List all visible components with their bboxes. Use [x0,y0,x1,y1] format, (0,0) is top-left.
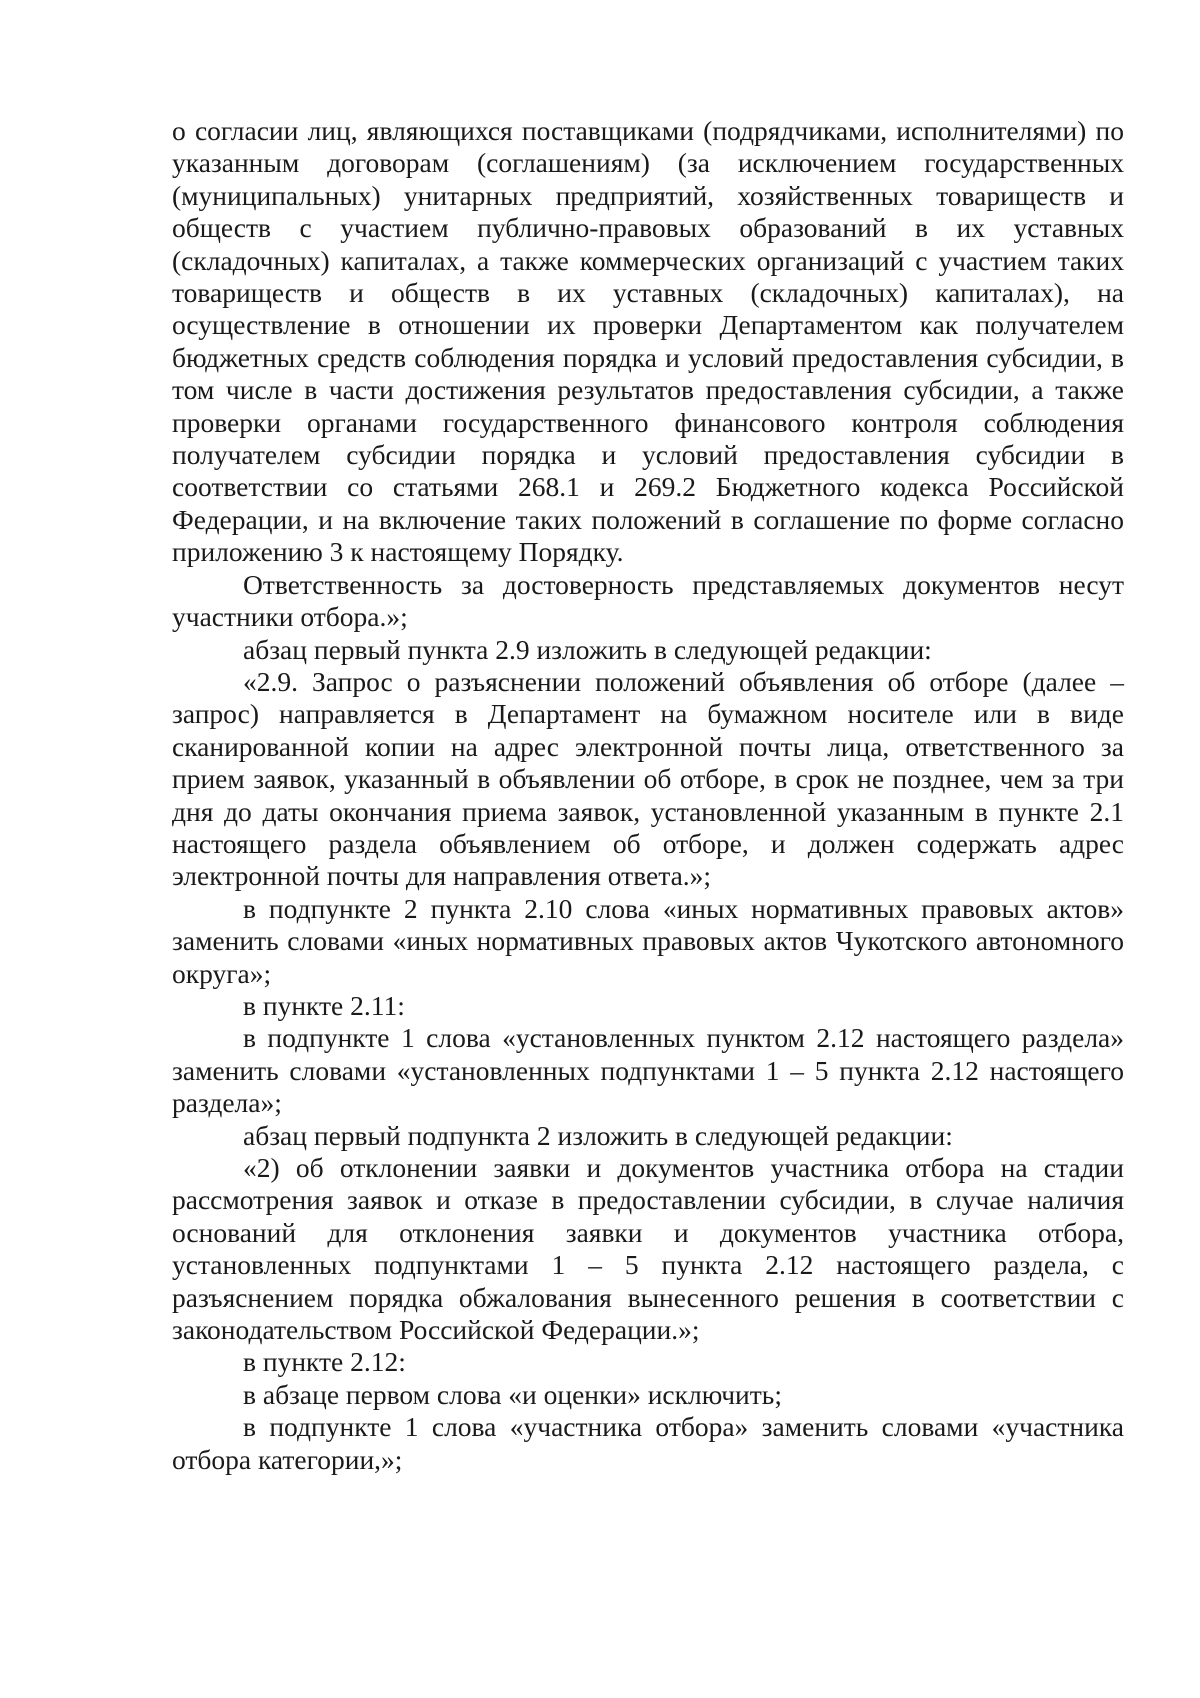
paragraph-amend-2-10: в подпункте 2 пункта 2.10 слова «иных нормативных правовых актов» заменить словами «иных нормативных правовых актов Чукотского автономного округа»; [172,892,1124,989]
paragraph-clause-2-12-heading: в пункте 2.12: [243,1346,406,1378]
paragraph-amend-2-11-sub2: абзац первый подпункта 2 изложить в следующей редакции: [243,1119,953,1151]
paragraph-continuation: о согласии лиц, являющихся поставщиками (подрядчиками, исполнителями) по указанным договорам (соглашениям) (за исключением государственных (муниципальных) унитарных предприятий, хозяйственных товариществ и обществ с участием публично-правовых образований в их уставных (складочных) капиталах, а также коммерческих организаций с участием таких товариществ и обществ в их уставных (складочных) капиталах), на осуществление в отношении их проверки Департаментом как получателем бюджетных средств соблюдения порядка и условий предоставления субсидии, в том числе в части достижения результатов предоставления субсидии, а также проверки органами государственного финансового контроля соблюдения получателем субсидии порядка и условий предоставления субсидии в соответствии со статьями 268.1 и 269.2 Бюджетного кодекса Российской Федерации, и на включение таких положений в соглашение по форме согласно приложению 3 к настоящему Порядку. [172,115,1124,568]
paragraph-clause-2-11-sub2: «2) об отклонении заявки и документов участника отбора на стадии рассмотрения заявок и отказе в предоставлении субсидии, в случае наличия оснований для отклонения заявки и документов участника отбора, установленных подпунктами 1 – 5 пункта 2.12 настоящего раздела, с разъяснением порядка обжалования вынесенного решения в соответствии с законодательством Российской Федерации.»; [172,1152,1124,1346]
paragraph-amend-2-12-sub1: в подпункте 1 слова «участника отбора» заменить словами «участника отбора категории,»; [172,1411,1124,1475]
paragraph-clause-2-9: «2.9. Запрос о разъяснении положений объявления об отборе (далее – запрос) направляется в Департамент на бумажном носителе или в виде сканированной копии на адрес электронной почты лица, ответственного за прием заявок, указанный в объявлении об отборе, в срок не позднее, чем за три дня до даты окончания приема заявок, установленной указанным в пункте 2.1 настоящего раздела объявлением об отборе, и должен содержать адрес электронной почты для направления ответа.»; [172,665,1124,892]
paragraph-amend-2-11-sub1: в подпункте 1 слова «установленных пунктом 2.12 настоящего раздела» заменить словами «установленных подпунктами 1 – 5 пункта 2.12 настоящего раздела»; [172,1022,1124,1119]
paragraph-amend-2-9: абзац первый пункта 2.9 изложить в следующей редакции: [243,633,932,665]
paragraph-amend-2-12-first: в абзаце первом слова «и оценки» исключить; [243,1378,782,1410]
paragraph-clause-2-11-heading: в пункте 2.11: [243,989,405,1021]
paragraph-responsibility: Ответственность за достоверность представляемых документов несут участники отбора.»; [172,568,1124,633]
document-body [172,115,1124,1476]
